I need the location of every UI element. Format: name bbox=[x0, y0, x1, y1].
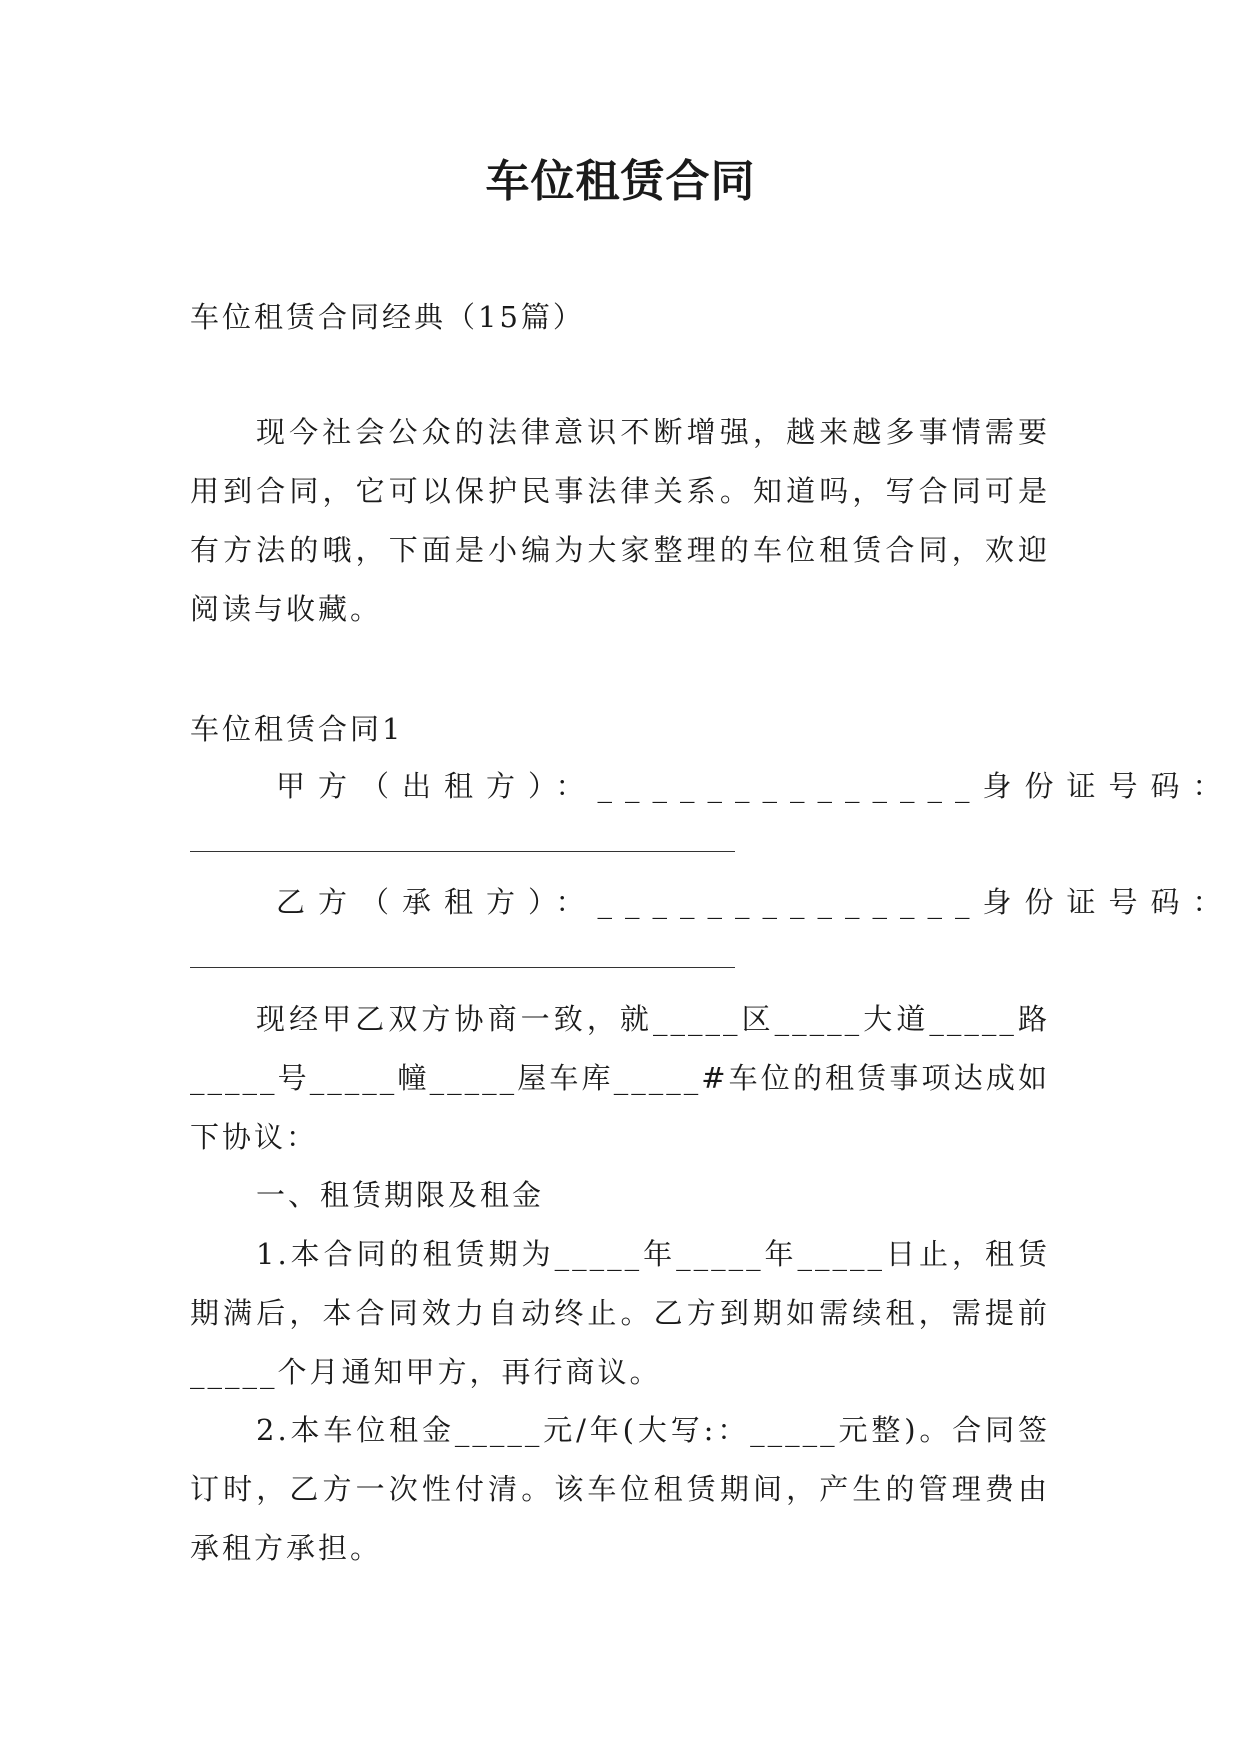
party-a-id-blank bbox=[190, 851, 735, 852]
party-a-line: 甲方（出租方）：______________身份证号码： bbox=[276, 769, 1235, 803]
document-title: 车位租赁合同 bbox=[485, 156, 756, 207]
document-subtitle: 车位租赁合同经典（15篇） bbox=[190, 300, 585, 334]
agreement-paragraph: 现经甲乙双方协商一致，就_____区_____大道_____路_____号_____幢_____屋车库_____#车位的租赁事项达成如下协议： bbox=[190, 1002, 1050, 1154]
party-b-id-blank bbox=[190, 967, 735, 968]
clause-item-1: 1.本合同的租赁期为_____年_____年_____日止，租赁期满后，本合同效力自动终止。乙方到期如需续租，需提前_____个月通知甲方，再行商议。 bbox=[190, 1237, 1050, 1389]
intro-paragraph: 现今社会公众的法律意识不断增强，越来越多事情需要用到合同，它可以保护民事法律关系。知道吗，写合同可是有方法的哦，下面是小编为大家整理的车位租赁合同，欢迎阅读与收藏。 bbox=[190, 415, 1050, 626]
party-b-line: 乙方（承租方）：______________身份证号码： bbox=[276, 885, 1235, 919]
clause-heading: 一、租赁期限及租金 bbox=[256, 1178, 545, 1212]
section-title: 车位租赁合同1 bbox=[190, 712, 404, 746]
clause-item-2: 2.本车位租金_____元/年(大写:：_____元整)。合同签订时，乙方一次性付清。该车位租赁期间，产生的管理费由承租方承担。 bbox=[190, 1413, 1050, 1565]
